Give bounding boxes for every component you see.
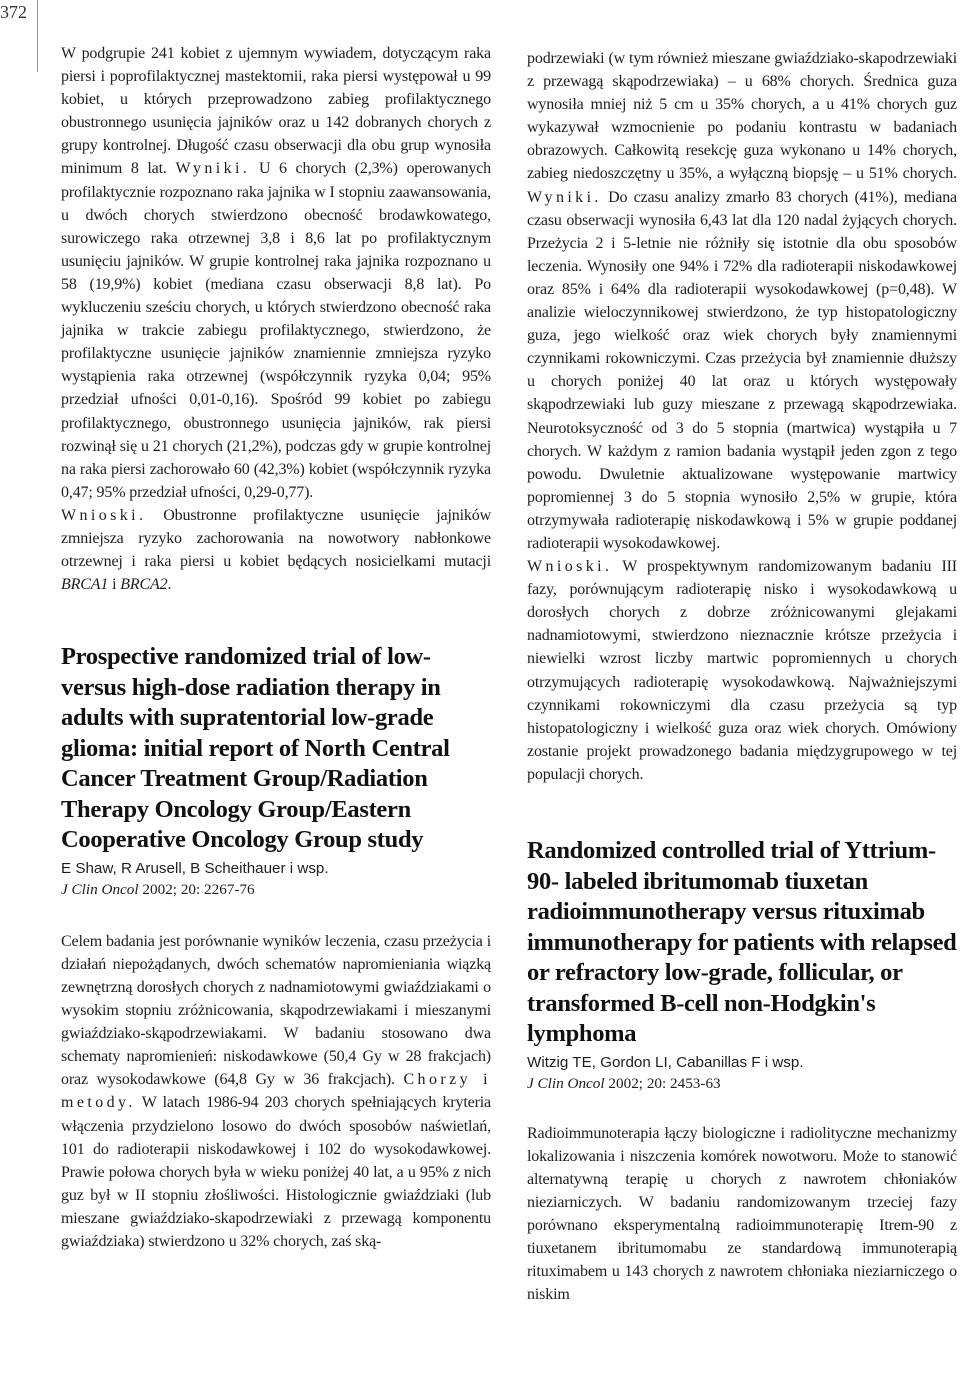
left-conclusions-text: Obustronne profilaktyczne usunięcie jajników zmniejsza ryzyko zachorowania na nowotwory nabłonkowe otrzewnej i raka piersi u kobiet będących nosicielkami mutacji bbox=[61, 506, 491, 571]
right-conclusions-paragraph bbox=[527, 555, 957, 786]
left-conclusions-label: Wnioski. bbox=[61, 506, 147, 524]
journal-name: J Clin Oncol bbox=[527, 1074, 605, 1092]
gene-conjunction: i bbox=[108, 576, 121, 594]
left-results-paragraph bbox=[61, 42, 491, 504]
article-title: Prospective randomized trial of low-versus high-dose radiation therapy in adults with supratentorial low-grade glioma: initial report of North Central Cancer Treatment Group/Radiation Therapy Oncology Group/Eastern Cooperative Oncology Group study bbox=[61, 643, 450, 854]
abstract-paragraph bbox=[61, 930, 491, 1253]
right-results-label: Wyniki. bbox=[527, 188, 602, 206]
right-conclusions-text: W prospektywnym randomizowanym badaniu III fazy, porównującym radioterapię nisko i wysokodawkową u dorosłych chorych z dobrze zróżnicowanymi glejakami nadnamiotowymi, stwierdzono nieznacznie krótsze przeżycia i niewielki wzrost liczby martwic popromiennych u chorych otrzymujących radioterapię wysokodawkową. Najważniejszymi czynnikami rokowniczymi dla czasu przeżycia są typ histopatologiczny i wielkość guza oraz wiek chorych. Omówiony zostanie projekt prowadzonego badania międzygrupowego w tej populacji chorych. bbox=[527, 558, 957, 783]
right-continued-paragraph bbox=[527, 47, 957, 555]
article-title: Randomized controlled trial of Yttrium-90- labeled ibritumomab tiuxetan radioimmunotherapy versus rituximab immunotherapy for patients with relapsed or refractory low-grade, follicular, or transformed B-cell non-Hodgkin's lymphoma bbox=[527, 837, 957, 1047]
right-conclusions-label: Wnioski. bbox=[527, 558, 613, 576]
left-results-label: Wyniki. bbox=[175, 160, 251, 178]
gene-brca1: BRCA1 bbox=[61, 576, 109, 594]
citation-details: 2002; 20: 2267-76 bbox=[138, 880, 255, 898]
left-column bbox=[61, 0, 491, 1253]
abstract-intro: Radioimmunoterapia łączy biologiczne i radiolityczne mechanizmy lokalizowania i niszczenia komórek nowotworu. Może to stanowić alternatywną terapię u chorych z nawrotem chłoniaków nieziarniczych. W badaniu randomizowanym trzeciej fazy porównano eksperymentalną radioimmunoterapię Itrem-90 z tiuxetanem ibritumomabu ze standardową immunoterapią rituximabem u 143 chorych z nawrotem chłoniaka nieziarniczego o niskim bbox=[527, 1124, 957, 1304]
methods-label: Chorzy i metody. bbox=[61, 1071, 491, 1112]
article-authors: E Shaw, R Arusell, B Scheithauer i wsp. bbox=[61, 859, 329, 877]
left-para-intro: W podgrupie 241 kobiet z ujemnym wywiadem, dotyczącym raka piersi i poprofilaktycznej mastektomii, raka piersi występował u 99 kobiet, u których przeprowadzono zabieg profilaktycznego obustronnego usunięcia jajników oraz u 142 dobranych chorych z grupy kontrolnej. Długość czasu obserwacji dla obu grup wynosiła minimum 8 lat. bbox=[61, 45, 491, 178]
abstract-intro: Celem badania jest porównanie wyników leczenia, czasu przeżycia i działań niepożądanych, dwóch schematów napromieniania wiązką zewnętrzną dorosłych chorych z nadnamiotowymi gwiaździakami o wysokim stopniu zróżnicowania, skąpodrzewiakami i mieszanymi gwiaździako-skąpodrzewiakami. W badaniu stosowano dwa schematy napromienień: niskodawkowe (50,4 Gy w 28 frakcjach) oraz wysokodawkowe (64,8 Gy w 36 frakcjach). bbox=[61, 932, 491, 1089]
journal-name: J Clin Oncol bbox=[61, 880, 139, 898]
margin-rule bbox=[37, 0, 38, 72]
citation-details: 2002; 20: 2453-63 bbox=[604, 1074, 721, 1092]
article-citation bbox=[61, 879, 491, 900]
gene-end: . bbox=[167, 576, 172, 594]
right-results-text: Do czasu analizy zmarło 83 chorych (41%), mediana czasu obserwacji wynosiła 6,43 lat dla 120 nadal żyjących chorych. Przeżycia 2 i 5-letnie nie różniły się istotnie dla obu sposobów leczenia. Wynosiły one 94% i 72% dla radioterapii niskodawkowej oraz 85% i 64% dla radioterapii wysokodawkowej (p=0,48). W analizie wieloczynnikowej stwierdzono, że typ histopatologiczny guza, jego wielkość oraz wiek chorych były znamiennymi czynnikami rokowniczymi. Czas przeżycia był znamiennie dłuższy u chorych poniżej 40 lat oraz u których występowały skąpodrzewiaki lub guzy mieszane z przewagą skąpodrzewiaka. Neurotoksyczność od 3 do 5 stopnia (martwica) wystąpiła u 7 chorych. W każdym z ramion badania wystąpił jeden zgon z tego powodu. Dwuletnie aktualizowane występowanie martwicy popromiennej 3 do 5 stopnia wynosiło 2,5% w grupie, która otrzymywała radioterapię niskodawkową i 5% w grupie poddanej radioterapii wysokodawkowej. bbox=[527, 188, 957, 552]
methods-text: W latach 1986-94 203 chorych spełniających kryteria włączenia przydzielono losowo do dwóch sposobów naświetlań, 101 do radioterapii niskodawkowej i 102 do wysokodawkowej. Prawie połowa chorych była w wieku poniżej 40 lat, a u 95% z nich guz był w II stopniu złośliwości. Histologicznie gwiaździaki (lub mieszane gwiaździako-skapodrzewiaki z przewagą komponentu gwiaździaka) stwierdzono u 32% chorych, zaś ską- bbox=[61, 1094, 491, 1250]
page-number: 372 bbox=[0, 2, 27, 22]
right-para-continued: podrzewiaki (w tym również mieszane gwiaździako-skapodrzewiaki z przewagą skąpodrzewiaka) – u 68% chorych. Średnica guza wynosiła mniej niż 5 cm u 35% chorych, a u 41% chorych guz wykazywał wzmocnienie po podaniu kontrastu w badaniach obrazowych. Całkowitą resekcję guza wykonano u 14% chorych, zabieg niedoszczętny u 35%, a wyłączną biopsję – u 51% chorych. bbox=[527, 50, 957, 183]
article-authors: Witzig TE, Gordon LI, Cabanillas F i wsp. bbox=[527, 1053, 804, 1071]
abstract-paragraph bbox=[527, 1122, 957, 1307]
left-results-text: U 6 chorych (2,3%) operowanych profilaktycznie rozpoznano raka jajnika w I stopniu zaawansowania, u dwóch chorych stwierdzono obecność brodawkowatego, surowiczego raka otrzewnej 3,8 i 8,6 lat po profilaktycznym usunięciu jajników. W grupie kontrolnej raka jajnika rozpoznano u 58 (19,9%) kobiet (mediana czasu obserwacji 8,8 lat). Po wykluczeniu sześciu chorych, u których stwierdzono obecność raka jajnika w trakcie zabiegu profilaktycznego, stwierdzono, że profilaktyczne usunięcie jajników znamiennie zmniejsza ryzyko wystąpienia raka otrzewnej (współczynnik ryzyka 0,04; 95% przedział ufności 0,01-0,16). Spośród 99 kobiet po zabiegu profilaktycznego, obustronnego usunięcia jajników, rak piersi rozwinął się u 21 chorych (21,2%), podczas gdy w grupie kontrolnej na raka piersi zachorowało 60 (42,3%) kobiet (współczynnik ryzyka 0,47; 95% przedział ufności, 0,29-0,77). bbox=[61, 160, 491, 501]
right-column bbox=[527, 0, 957, 1306]
article-citation bbox=[527, 1073, 957, 1094]
gene-brca2: BRCA2 bbox=[120, 576, 168, 594]
left-conclusions-paragraph bbox=[61, 504, 491, 596]
